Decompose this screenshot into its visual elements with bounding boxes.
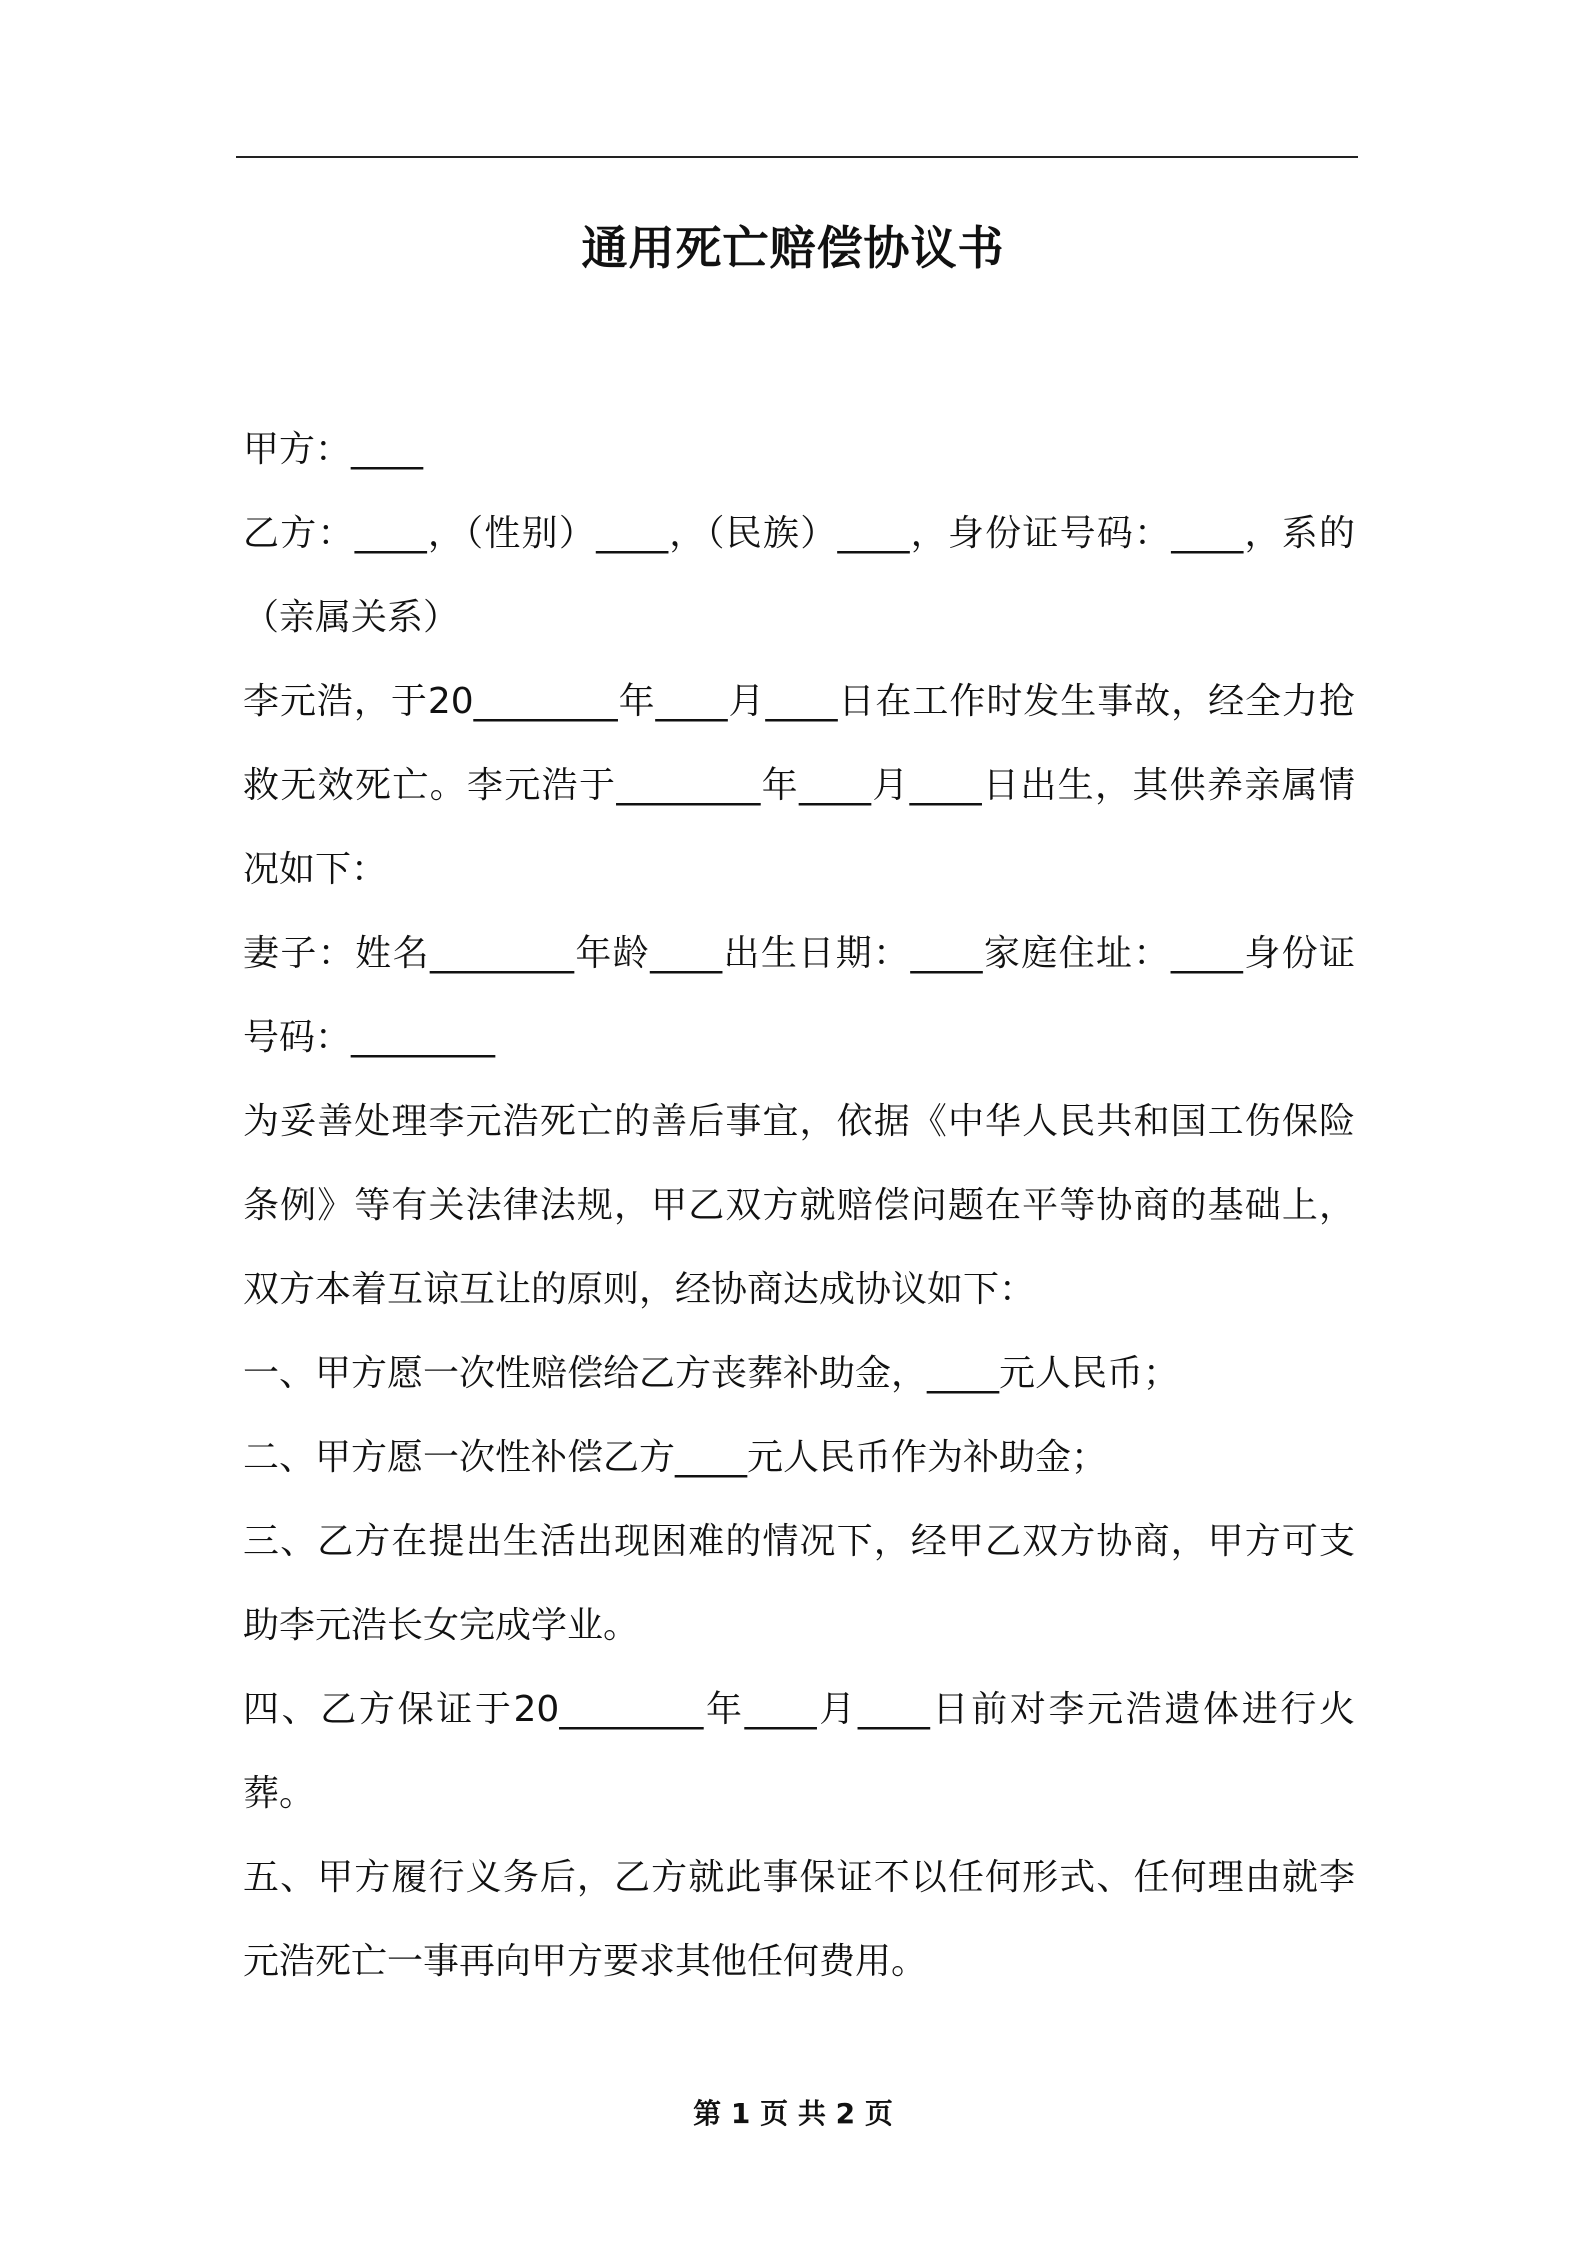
page-number-footer: 第 1 页 共 2 页	[693, 2097, 893, 2130]
document-title: 通用死亡赔偿协议书	[581, 221, 1005, 275]
preamble-paragraph: 为妥善处理李元浩死亡的善后事宜，依据《中华人民共和国工伤保险条例》等有关法律法规，甲乙双方就赔偿问题在平等协商的基础上，双方本着互谅互让的原则，经协商达成协议如下：	[243, 1101, 1355, 1310]
header-rule	[236, 156, 1358, 158]
clause-1: 一、甲方愿一次性赔偿给乙方丧葬补助金，____元人民币；	[243, 1353, 1180, 1394]
clause-2: 二、甲方愿一次性补偿乙方____元人民币作为补助金；	[243, 1437, 1108, 1478]
document-body	[243, 408, 1355, 2004]
clause-3: 三、乙方在提出生活出现困难的情况下，经甲乙双方协商，甲方可支助李元浩长女完成学业。	[243, 1521, 1355, 1646]
party-b-line: 乙方：____，（性别）____，（民族）____，身份证号码：____，系的（亲属关系）	[243, 513, 1355, 638]
clause-5: 五、甲方履行义务后，乙方就此事保证不以任何形式、任何理由就李元浩死亡一事再向甲方要求其他任何费用。	[243, 1857, 1355, 1982]
deceased-info-paragraph: 李元浩，于20________年____月____日在工作时发生事故，经全力抢救无效死亡。李元浩于________年____月____日出生，其供养亲属情况如下：	[243, 681, 1355, 890]
clause-4: 四、乙方保证于20________年____月____日前对李元浩遗体进行火葬。	[243, 1689, 1355, 1814]
spouse-info-paragraph: 妻子：姓名________年龄____出生日期：____家庭住址：____身份证号码：________	[243, 933, 1355, 1058]
party-a-line: 甲方：____	[243, 429, 424, 470]
